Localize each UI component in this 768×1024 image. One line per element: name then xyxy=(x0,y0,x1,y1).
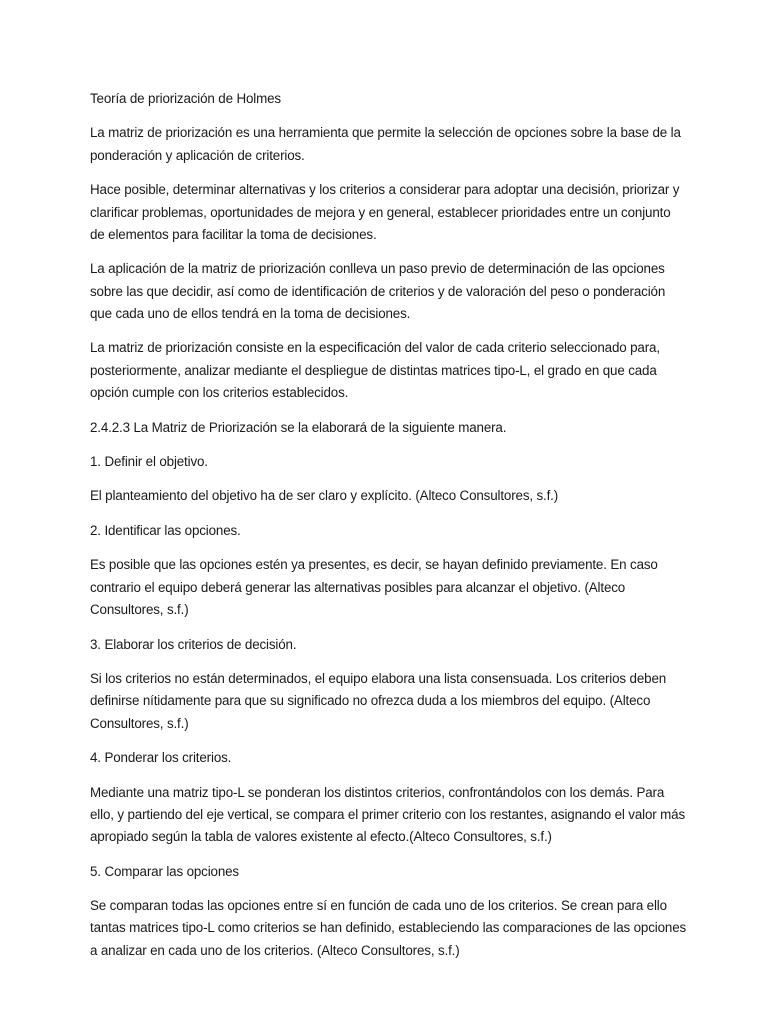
step-3-heading: 3. Elaborar los criterios de decisión. xyxy=(90,636,297,652)
step-5-heading: 5. Comparar las opciones xyxy=(90,863,239,879)
paragraph-consists: La matriz de priorización consiste en la especificación del valor de cada criterio seleccionado para, posteriormente, analizar mediante el despliegue de distintas matrices tipo-L, el grado en que cada opción cumple con los criterios establecidos. xyxy=(90,340,660,401)
step-2-text: Es posible que las opciones estén ya presentes, es decir, se hayan definido previamente. En caso contrario el equipo deberá generar las alternativas posibles para alcanzar el objetivo. (Alteco Consultores, s.f.) xyxy=(90,557,658,618)
paragraph-purpose: Hace posible, determinar alternativas y los criterios a considerar para adoptar una decisión, priorizar y clarificar problemas, oportunidades de mejora y en general, establecer prioridades entre un conjunto de elementos para facilitar la toma de decisiones. xyxy=(90,182,680,242)
step-4-heading: 4. Ponderar los criterios. xyxy=(90,750,232,766)
step-1-heading: 1. Definir el objetivo. xyxy=(90,453,208,469)
paragraph-application: La aplicación de la matriz de priorización conlleva un paso previo de determinación de las opciones sobre las que decidir, así como de identificación de criterios y de valoración del peso o ponderación que cada uno de ellos tendrá en la toma de decisiones. xyxy=(90,261,666,321)
step-1-text: El planteamiento del objetivo ha de ser claro y explícito. (Alteco Consultores, s.f.) xyxy=(90,488,559,504)
paragraph-intro: La matriz de priorización es una herramienta que permite la selección de opciones sobre la base de la ponderación y aplicación de criterios. xyxy=(90,125,681,163)
step-5-text: Se comparan todas las opciones entre sí en función de cada uno de los criterios. Se crean para ello tantas matrices tipo-L como criterios se han definido, estableciendo las comparaciones de las opciones a analizar en cada uno de los criterios. (Alteco Consultores, s.f.) xyxy=(90,898,687,958)
section-heading: 2.4.2.3 La Matriz de Priorización se la elaborará de la siguiente manera. xyxy=(90,419,507,435)
step-4-text: Mediante una matriz tipo-L se ponderan los distintos criterios, confrontándolos con los demás. Para ello, y partiendo del eje vertical, se compara el primer criterio con los restantes, asignando el valor más apropiado según la tabla de valores existente al efecto.(Alteco Consultores, s.f.) xyxy=(90,784,686,845)
step-2-heading: 2. Identificar las opciones. xyxy=(90,522,241,538)
document-title: Teoría de priorización de Holmes xyxy=(90,91,281,106)
step-3-text: Si los criterios no están determinados, el equipo elabora una lista consensuada. Los criterios deben definirse nítidamente para que su significado no ofrezca duda a los miembros del equipo. (Alteco Consultores, s.f.) xyxy=(90,671,667,731)
